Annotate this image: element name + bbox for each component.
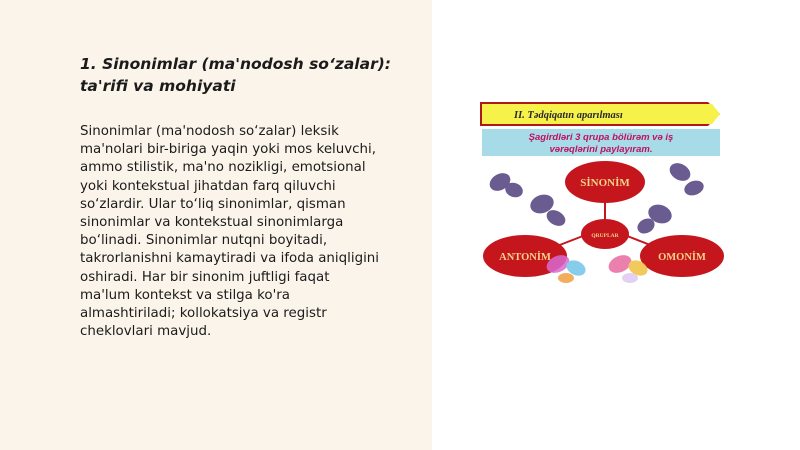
groups-diagram-image: [480, 96, 730, 292]
group-label-omonim: OMONİM: [658, 252, 706, 263]
slide-body-paragraph: Sinonimlar (ma'nodosh so‘zalar) leksik ma'nolari bir-biriga yaqin yoki mos keluvchi, ammo stilistik, ma'no nozikligi, emotsional yoki kontekstual jihatdan farq qiluvchi so‘zlardir. Ular to‘liq sinonimlar, qisman sinonimlar va kontekstual sinonimlarga bo‘linadi. Sinonimlar nutqni boyitadi, takrorlanishni kamaytiradi va ifoda aniqligini oshiradi. Har bir sinonim juftligi faqat ma'lum kontekst va stilga ko'ra almashtiriladi; kollokatsiya va registr cheklovlari mavjud.: [80, 124, 379, 340]
group-label-antonim: ANTONİM: [499, 252, 551, 263]
instruction-line-2: vərəqlərini paylayıram.: [549, 144, 653, 155]
slide-title: 1. Sinonimlar (ma'nodosh so‘zalar): ta'rifi va mohiyati: [80, 55, 392, 95]
center-label: QRUPLAR: [591, 233, 619, 239]
butterfly-icon: [486, 170, 568, 229]
banner-arrow: [480, 102, 720, 126]
instruction-line-1: Şagirdləri 3 qrupa bölürəm və iş: [528, 132, 674, 143]
group-label-sinonim: SİNONİM: [580, 177, 630, 189]
butterfly-icon: [635, 160, 706, 237]
banner-text: II. Tədqiqatın aparılması: [514, 110, 623, 121]
